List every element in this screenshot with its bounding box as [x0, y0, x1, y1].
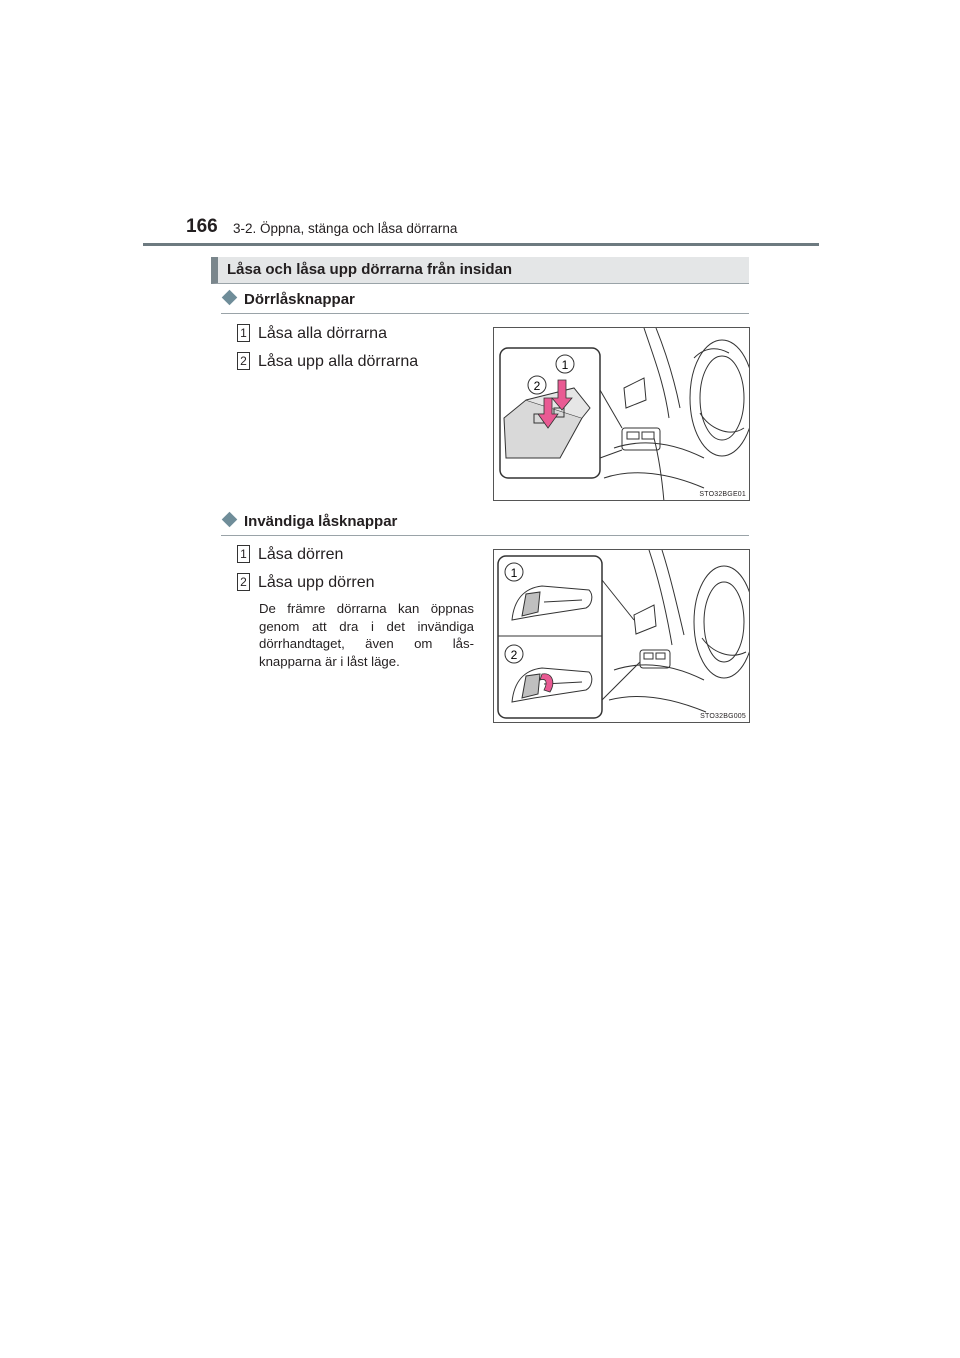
page-number: 166	[186, 216, 218, 237]
step-unlock-all	[237, 352, 418, 371]
step-number-icon: 1	[237, 324, 250, 342]
subhead-label: Dörrlåsknappar	[244, 291, 355, 308]
header-rule	[143, 243, 819, 246]
subhead-label: Invändiga låsknappar	[244, 513, 398, 530]
step-text: Låsa upp dörren	[258, 574, 375, 591]
step-number-icon: 2	[237, 352, 250, 370]
step-number-icon: 1	[237, 545, 250, 563]
figure-code: STO32BGE01	[699, 491, 746, 498]
door-lock-switch-illustration	[494, 328, 750, 501]
step-text: Låsa dörren	[258, 546, 344, 563]
subhead-rule	[221, 535, 749, 536]
chapter-title: 3-2. Öppna, stänga och låsa dörrarna	[233, 221, 458, 236]
note-text: De främre dörrarna kan öppnas genom att dra i det invändiga dörrhandtaget, även om lås-knapparna är i låst läge.	[259, 601, 474, 669]
step-text: Låsa alla dörrarna	[258, 325, 387, 342]
figure-door-lock-switch	[493, 327, 750, 501]
subhead-rule	[221, 313, 749, 314]
diamond-bullet-icon	[222, 512, 238, 528]
section-title: Låsa och låsa upp dörrarna från insidan	[227, 261, 513, 278]
step-text: Låsa upp alla dörrarna	[258, 353, 419, 370]
step-unlock-door	[237, 573, 375, 592]
figure-code: STO32BG005	[700, 713, 746, 720]
step-lock-all	[237, 324, 387, 343]
step-number-icon: 2	[237, 573, 250, 591]
callout-1-label: 1	[561, 358, 569, 372]
figure-inside-lock-button	[493, 549, 750, 723]
callout-2-label: 2	[510, 648, 518, 662]
subhead-door-lock-switches	[221, 291, 355, 308]
callout-1-label: 1	[510, 566, 518, 580]
callout-2-label: 2	[533, 379, 541, 393]
step-lock-door	[237, 545, 343, 564]
diamond-bullet-icon	[222, 290, 238, 306]
subhead-inside-lock-buttons	[221, 513, 397, 530]
section-header	[211, 257, 749, 284]
inside-lock-button-illustration	[494, 550, 750, 723]
